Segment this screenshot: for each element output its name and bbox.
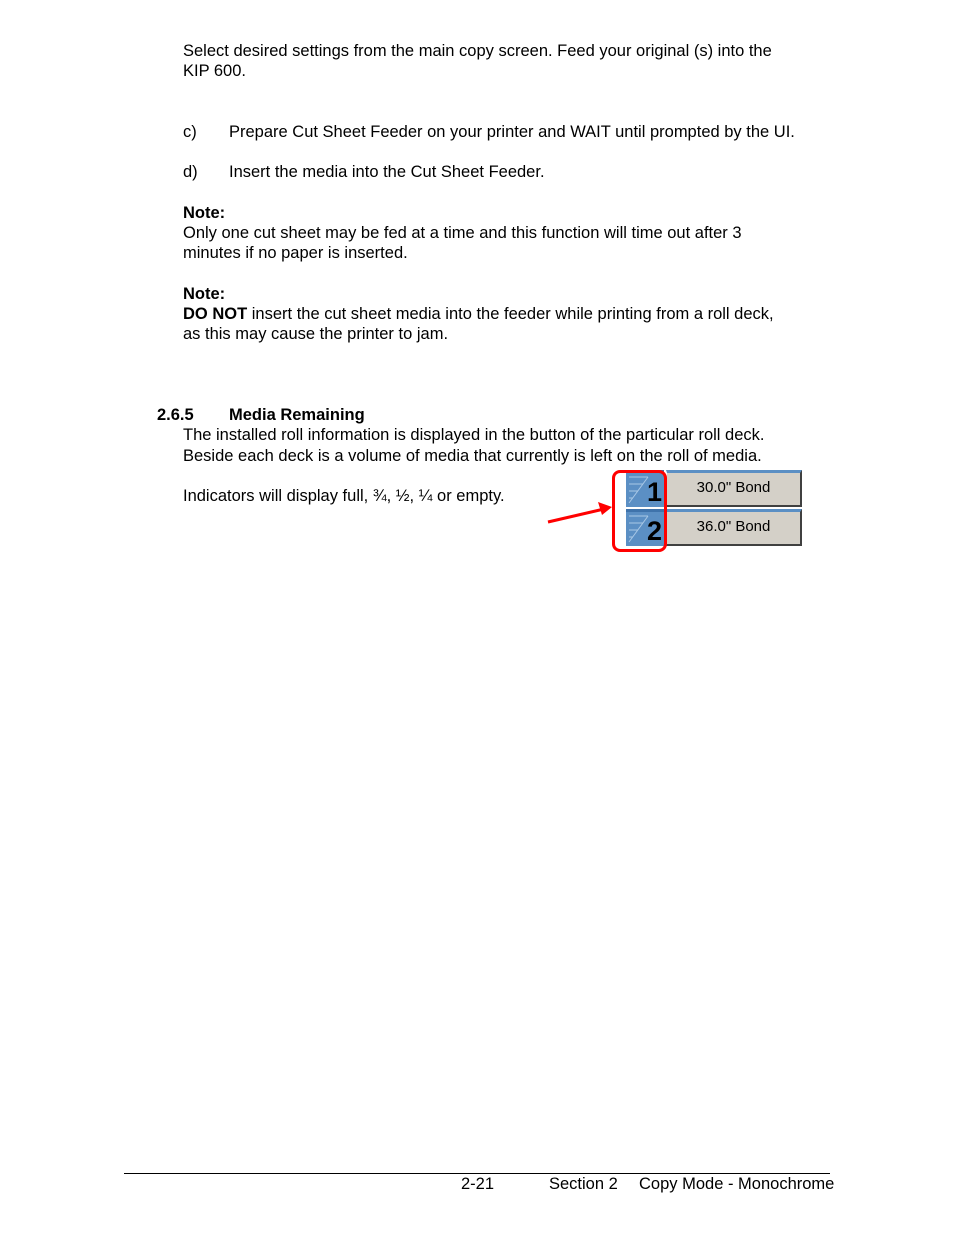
- intro-line-2: KIP 600.: [183, 62, 246, 80]
- section-text-line-1: The installed roll information is displayed in the button of the particular roll deck.: [183, 426, 765, 444]
- roll-deck-button-1[interactable]: 30.0" Bond: [666, 470, 802, 507]
- footer-title: Copy Mode - Monochrome: [639, 1175, 835, 1193]
- note-heading: Note:: [183, 285, 226, 303]
- red-arrow-icon: [546, 500, 616, 526]
- step-text: Prepare Cut Sheet Feeder on your printer and WAIT until prompted by the UI.: [229, 123, 795, 141]
- intro-line-1: Select desired settings from the main copy screen. Feed your original (s) into the: [183, 42, 772, 60]
- footer-page-number: 2-21: [461, 1175, 495, 1193]
- do-not-emphasis: DO NOT: [183, 305, 248, 323]
- footer-section: Section 2: [549, 1175, 618, 1193]
- step-text: Insert the media into the Cut Sheet Feeder.: [229, 163, 545, 181]
- section-text-line-2: Beside each deck is a volume of media that currently is left on the roll of media.: [183, 447, 762, 465]
- section-number: 2.6.5: [157, 406, 194, 424]
- indicator-highlight: [612, 470, 667, 552]
- deck-number: 1: [646, 477, 662, 507]
- note-text-line-2: as this may cause the printer to jam.: [183, 325, 449, 343]
- step-marker: d): [183, 163, 198, 181]
- roll-deck-button-2[interactable]: 36.0" Bond: [666, 509, 802, 546]
- note-text-rest: insert the cut sheet media into the feeder while printing from a roll deck,: [247, 305, 774, 323]
- roll-deck-panel: [612, 468, 812, 554]
- section-title: Media Remaining: [229, 406, 365, 424]
- note-text-line-2: minutes if no paper is inserted.: [183, 244, 408, 262]
- note-text-line-1: [183, 304, 774, 324]
- note-text-line-1: Only one cut sheet may be fed at a time and this function will time out after 3: [183, 224, 742, 242]
- step-marker: c): [183, 123, 197, 141]
- deck-number: 2: [646, 516, 662, 546]
- indicators-text: Indicators will display full, ¾, ½, ¼ or empty.: [183, 487, 505, 505]
- note-heading: Note:: [183, 204, 226, 222]
